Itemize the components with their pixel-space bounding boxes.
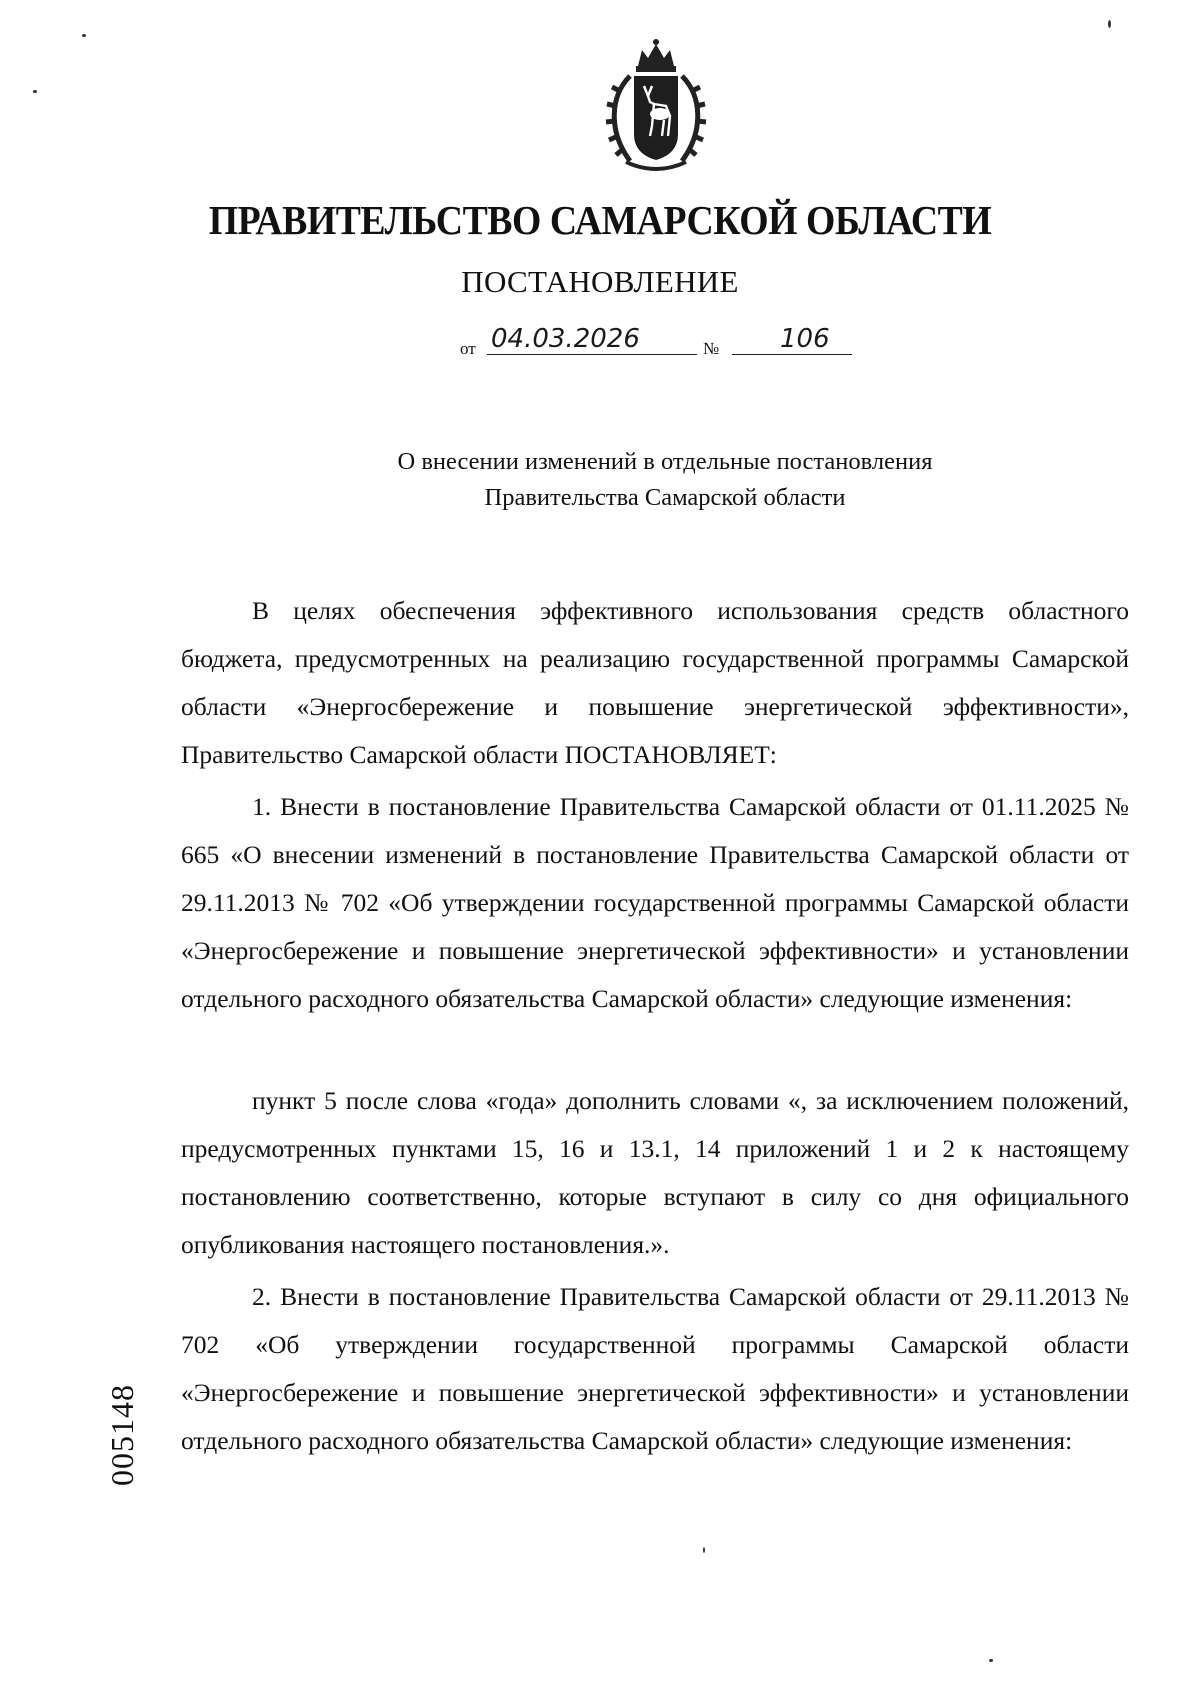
- preamble-paragraph: В целях обеспечения эффективного использования средств областного бюджета, предусмотренных на реализацию государственной программы Самарской области «Энергосбережение и повышение энергетической эффективности», Правительство Самарской области ПОСТАНОВЛЯЕТ:: [181, 596, 1129, 769]
- subject-line-1: О внесении изменений в отдельные постановления: [397, 448, 933, 475]
- item-1-change-paragraph: пункт 5 после слова «года» дополнить словами «, за исключением положений, предусмотренных пунктами 15, 16 и 13.1, 14 приложений 1 и 2 к настоящему постановлению соответственно, которые вступают в силу со дня официального опубликования настоящего постановления.».: [181, 1086, 1129, 1259]
- item-1-paragraph: 1. Внести в постановление Правительства Самарской области от 01.11.2025 № 665 «О внесении изменений в постановление Правительства Самарской области от 29.11.2013 № 702 «Об утверждении государственной программы Самарской области «Энергосбережение и повышение энергетической эффективности» и установлении отдельного расходного обязательства Самарской области» следующие изменения:: [181, 792, 1129, 1013]
- handwritten-number: 106: [732, 324, 852, 355]
- document-type: ПОСТАНОВЛЕНИЕ: [461, 264, 739, 299]
- scan-speck: [703, 1547, 705, 1553]
- subject-line-2: Правительства Самарской области: [484, 484, 846, 511]
- scan-speck: [989, 1659, 993, 1662]
- side-registration-code: 005148: [104, 1384, 140, 1486]
- handwritten-date: 04.03.2026: [487, 324, 697, 355]
- scan-speck: [33, 90, 37, 93]
- government-title: ПРАВИТЕЛЬСТВО САМАРСКОЙ ОБЛАСТИ: [208, 197, 992, 243]
- item-2-paragraph: 2. Внести в постановление Правительства Самарской области от 29.11.2013 № 702 «Об утверждении государственной программы Самарской области «Энергосбережение и повышение энергетической эффективности» и установлении отдельного расходного обязательства Самарской области» следующие изменения:: [181, 1282, 1129, 1455]
- scan-speck: [82, 34, 86, 37]
- date-prefix: от: [460, 339, 476, 358]
- samara-coat-of-arms-icon: [590, 36, 722, 176]
- document-subject: [0, 444, 1200, 516]
- scan-speck: [1108, 20, 1111, 28]
- date-number-line: [460, 324, 860, 364]
- number-prefix: №: [703, 339, 720, 358]
